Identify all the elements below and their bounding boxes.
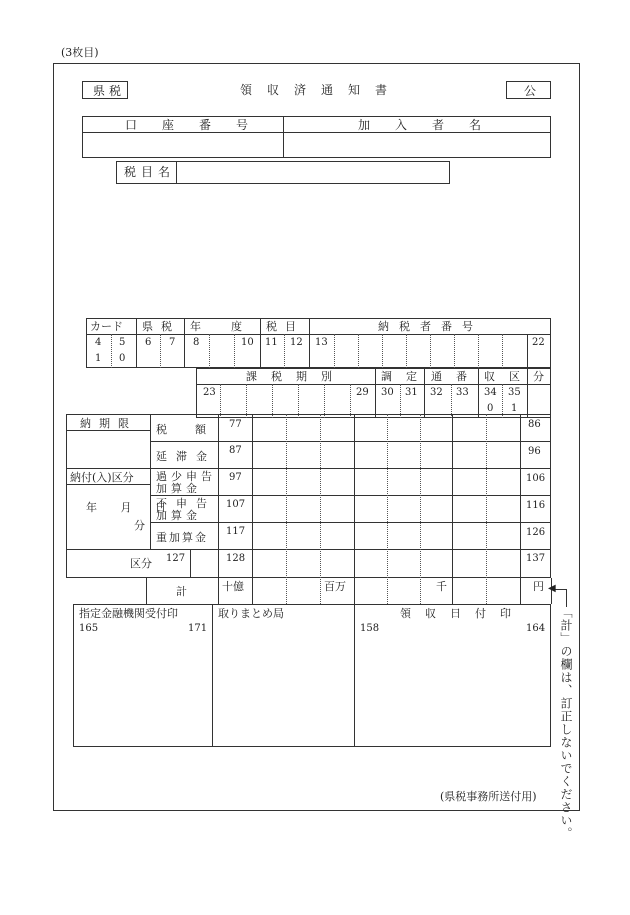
num-4: 4	[95, 337, 102, 348]
fiscal-year-header: 年度	[190, 320, 272, 333]
stamp-area	[73, 604, 551, 747]
num-22: 22	[532, 337, 545, 348]
num-158: 158	[360, 623, 380, 634]
arrow-left-icon: ◀	[548, 583, 556, 594]
num-32: 32	[430, 387, 443, 398]
nonreport-label-2: 加算金	[156, 509, 201, 522]
num-0: 0	[119, 353, 126, 364]
minute-header: 分	[533, 370, 544, 383]
amount-table	[66, 414, 551, 578]
num-137: 137	[526, 553, 546, 564]
num-34: 34	[484, 387, 497, 398]
serial-header: 通番	[431, 370, 481, 383]
subscriber-name-header: 加入者名	[358, 118, 507, 132]
class-label: 区分	[130, 557, 152, 570]
num-97: 97	[229, 472, 242, 483]
prefectural-tax-label: 県税	[93, 84, 126, 98]
public-box	[506, 81, 551, 99]
side-note: 「計」の欄は、訂正しないでください。	[559, 606, 573, 840]
receipt-date-stamp-label: 領収日付印	[400, 607, 525, 620]
num-77: 77	[229, 419, 242, 430]
num-12: 12	[290, 337, 303, 348]
public-label: 公	[524, 84, 537, 98]
num-35: 35	[508, 387, 521, 398]
sheet-label: (3枚目)	[61, 46, 99, 59]
payment-class-label: 納付(入)区分	[70, 471, 134, 484]
tax-item-header: 税目	[266, 320, 304, 333]
num-23: 23	[203, 387, 216, 398]
deadline-label: 納期限	[80, 417, 137, 430]
date-suffix: 分	[134, 519, 145, 532]
num-107: 107	[226, 499, 246, 510]
pref-tax-header: 県税	[142, 320, 180, 333]
num-30: 30	[381, 387, 394, 398]
num-6: 6	[145, 337, 152, 348]
num-5: 5	[119, 337, 126, 348]
tax-period-header: 課税期別	[246, 370, 346, 383]
num-29: 29	[356, 387, 369, 398]
collection-office-label: 取りまとめ局	[218, 607, 284, 620]
account-number-header: 口座番号	[125, 118, 274, 132]
num-1b: 1	[511, 403, 518, 414]
num-8: 8	[193, 337, 200, 348]
form-title: 領収済通知書	[240, 83, 403, 97]
bank-stamp-label: 指定金融機関受付印	[79, 607, 178, 620]
num-171: 171	[188, 623, 208, 634]
unit-million: 百万	[324, 580, 346, 593]
late-fee-label: 延滞金	[156, 450, 216, 463]
unit-yen: 円	[533, 580, 544, 593]
card-header: カード	[90, 320, 123, 333]
num-165: 165	[79, 623, 99, 634]
num-1: 1	[95, 353, 102, 364]
taxpayer-number-header: 納税者番号	[378, 320, 483, 333]
underreport-label-2: 加算金	[156, 482, 201, 495]
num-127: 127	[166, 553, 186, 564]
assessment-header: 調定	[381, 370, 431, 383]
num-13: 13	[315, 337, 328, 348]
num-7: 7	[169, 337, 176, 348]
num-10: 10	[241, 337, 254, 348]
num-11: 11	[265, 337, 278, 348]
num-117: 117	[226, 526, 246, 537]
num-116: 116	[526, 500, 546, 511]
unit-thousand: 千	[436, 580, 447, 593]
underreport-label-1: 過少申告	[156, 470, 216, 483]
footer-note: (県税事務所送付用)	[440, 790, 537, 803]
heavy-add-label: 重加算金	[156, 531, 208, 544]
num-0b: 0	[487, 403, 494, 414]
num-87: 87	[229, 445, 242, 456]
num-86: 86	[528, 419, 541, 430]
num-128: 128	[226, 553, 246, 564]
tax-item-label: 税目名	[124, 165, 176, 179]
num-33: 33	[456, 387, 469, 398]
date-label: 年 月 日	[86, 501, 176, 514]
num-31: 31	[405, 387, 418, 398]
prefectural-tax-box	[82, 81, 128, 99]
num-126: 126	[526, 527, 546, 538]
num-106: 106	[526, 473, 546, 484]
receipt-class-header: 収区	[484, 370, 534, 383]
num-96: 96	[528, 446, 541, 457]
nonreport-label-1: 不申告	[156, 497, 216, 510]
total-label: 計	[176, 585, 187, 598]
num-164: 164	[526, 623, 546, 634]
tax-amount-label: 税額	[156, 423, 234, 436]
unit-billion: 十億	[222, 580, 244, 593]
